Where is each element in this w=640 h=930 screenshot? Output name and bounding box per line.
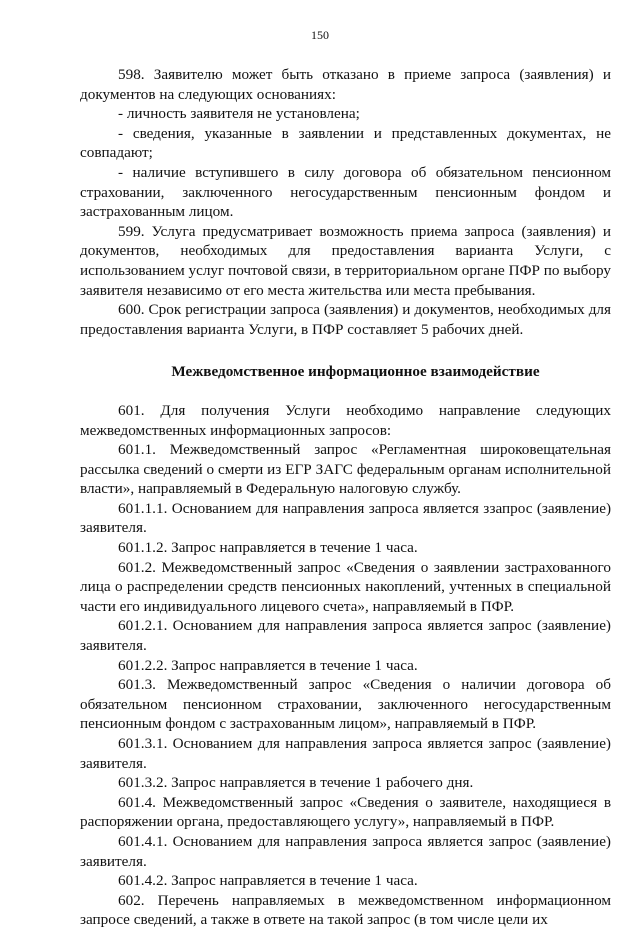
paragraph-598: 598. Заявителю может быть отказано в приеме запроса (заявления) и документов на следующих основаниях: — [80, 66, 611, 103]
paragraph-600: 600. Срок регистрации запроса (заявления) и документов, необходимых для предоставления варианта Услуги, в ПФР составляет 5 рабочих дней. — [80, 301, 611, 338]
paragraph-601-2: 601.2. Межведомственный запрос «Сведения о заявлении застрахованного лица о распределении средств пенсионных накоплений, учтенных в специальной части его индивидуального лицевого счета», направляемый в ПФР. — [80, 558, 611, 615]
list-item-mismatch: - сведения, указанные в заявлении и представленных документах, не совпадают; — [80, 124, 611, 162]
page-number: 150 — [311, 28, 329, 42]
paragraph-601-1: 601.1. Межведомственный запрос «Регламентная широковещательная рассылка сведений о смерти из ЕГР ЗАГС федеральным органам исполнительной власти», направляемый в Федеральную налоговую службу. — [80, 441, 611, 498]
paragraph-601-3-1: 601.3.1. Основанием для направления запроса является запрос (заявление) заявителя. — [80, 735, 611, 772]
paragraph-601: 601. Для получения Услуги необходимо направление следующих межведомственных информационных запросов: — [80, 401, 611, 439]
paragraph-601-3-2: 601.3.2. Запрос направляется в течение 1 рабочего дня. — [118, 774, 474, 792]
list-item-contract: - наличие вступившего в силу договора об обязательном пенсионном страховании, заключенного негосударственным пенсионным фондом и застрахованным лицом. — [80, 163, 611, 221]
list-item-identity: - личность заявителя не установлена; — [118, 105, 360, 123]
paragraph-601-1-1: 601.1.1. Основанием для направления запроса является ззапрос (заявление) заявителя. — [80, 499, 611, 537]
paragraph-601-4-1: 601.4.1. Основанием для направления запроса является запрос (заявление) заявителя. — [80, 832, 611, 870]
paragraph-601-4: 601.4. Межведомственный запрос «Сведения о заявителе, находящиеся в распоряжении органа, предоставляющего услугу», направляемый в ПФР. — [80, 793, 611, 831]
paragraph-601-1-2: 601.1.2. Запрос направляется в течение 1 часа. — [118, 539, 418, 557]
paragraph-599: 599. Услуга предусматривает возможность приема запроса (заявления) и документов, необходимых для предоставления варианта Услуги, с использованием услуг почтовой связи, в территориальном органе ПФР по выбору заявителя независимо от его места жительства или места пребывания. — [80, 222, 611, 299]
section-heading: Межведомственное информационное взаимодействие — [171, 363, 540, 381]
paragraph-601-3: 601.3. Межведомственный запрос «Сведения о наличии договора об обязательном пенсионном страховании, заключенного негосударственным пенсионным фондом с застрахованным лицом», направляемый в ПФР. — [80, 676, 611, 733]
paragraph-601-4-2: 601.4.2. Запрос направляется в течение 1 часа. — [118, 872, 418, 890]
paragraph-601-2-2: 601.2.2. Запрос направляется в течение 1 часа. — [118, 656, 418, 674]
paragraph-601-2-1: 601.2.1. Основанием для направления запроса является запрос (заявление) заявителя. — [80, 617, 611, 655]
paragraph-602: 602. Перечень направляемых в межведомственном информационном запросе сведений, а также в ответе на такой запрос (в том числе цели их — [80, 891, 611, 929]
page-body — [80, 65, 611, 930]
